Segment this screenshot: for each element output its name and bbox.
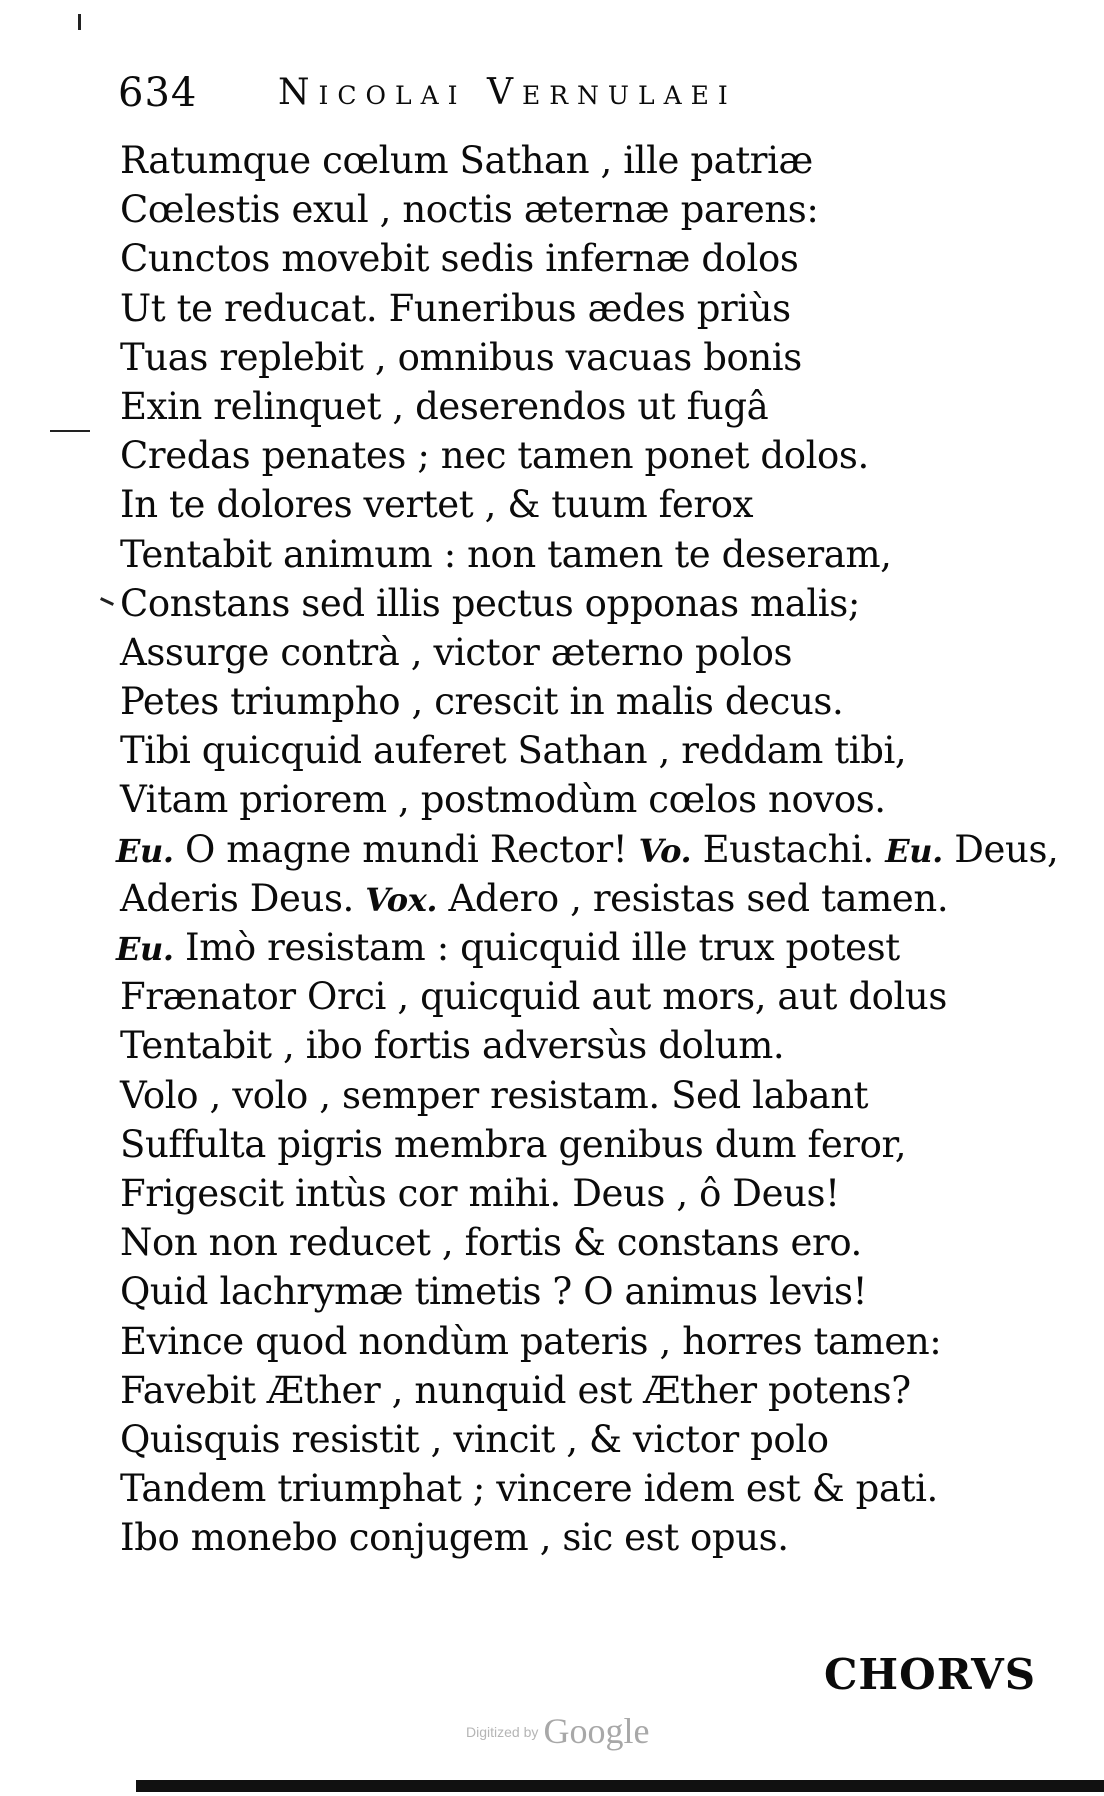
watermark-logo: Google bbox=[543, 1711, 650, 1751]
speaker-label: Vox. bbox=[365, 880, 438, 919]
running-title: Nicolai Vernulaei bbox=[278, 72, 737, 113]
verse-line-dialogue: Aderis Deus. Vox. Adero , resistas sed tamen. bbox=[120, 876, 949, 920]
verse-line: Suffulta pigris membra genibus dum feror, bbox=[120, 1122, 907, 1166]
verse-line: In te dolores vertet , & tuum ferox bbox=[120, 483, 754, 527]
speaker-label: Eu. bbox=[116, 930, 174, 968]
speaker-label: Eu. bbox=[885, 831, 943, 870]
watermark-prefix: Digitized by bbox=[466, 1724, 539, 1740]
catchword: CHORVS bbox=[824, 1650, 1037, 1699]
verse-line: Petes triumpho , crescit in malis decus. bbox=[120, 680, 844, 724]
verse-line: Quisquis resistit , vincit , & victor polo bbox=[120, 1417, 829, 1461]
verse-line: Credas penates ; nec tamen ponet dolos. bbox=[120, 434, 869, 478]
verse-line: Ibo monebo conjugem , sic est opus. bbox=[120, 1516, 789, 1560]
verse-line: Tentabit , ibo fortis adversùs dolum. bbox=[120, 1024, 785, 1068]
speaker-label: Vo. bbox=[638, 831, 692, 870]
verse-line: Tuas replebit , omnibus vacuas bonis bbox=[120, 335, 802, 379]
verse-line: Frænator Orci , quicquid aut mors, aut dolus bbox=[120, 975, 947, 1019]
verse-line: Volo , volo , semper resistam. Sed labant bbox=[120, 1073, 869, 1117]
verse-line: Cœlestis exul , noctis æternæ parens: bbox=[120, 188, 819, 232]
verse-line: Exin relinquet , deserendos ut fugâ bbox=[120, 384, 769, 428]
verse-line: Constans sed illis pectus opponas malis; bbox=[120, 581, 860, 625]
running-head bbox=[118, 70, 898, 130]
margin-speck bbox=[100, 597, 114, 606]
verse-line: Cunctos movebit sedis infernæ dolos bbox=[120, 237, 799, 281]
page-number: 634 bbox=[118, 70, 198, 116]
verse-line: Assurge contrà , victor æterno polos bbox=[120, 630, 793, 674]
verse-line: Tentabit animum : non tamen te deseram, bbox=[120, 532, 892, 576]
verse-line-dialogue: Eu. Imò resistam : quicquid ille trux potest bbox=[116, 926, 900, 969]
verse-line: Evince quod nondùm pateris , horres tamen: bbox=[120, 1319, 942, 1363]
verse-line: Quid lachrymæ timetis ? O animus levis! bbox=[120, 1270, 868, 1314]
margin-speck bbox=[78, 14, 81, 30]
verse-line: Ut te reducat. Funeribus ædes priùs bbox=[120, 286, 791, 330]
verse-line: Vitam priorem , postmodùm cœlos novos. bbox=[120, 778, 886, 822]
verse-line-dialogue: Eu. O magne mundi Rector! Vo. Eustachi. Eu. Deus, bbox=[116, 827, 1059, 871]
margin-speck bbox=[50, 430, 90, 432]
verse-line: Tibi quicquid auferet Sathan , reddam tibi, bbox=[120, 729, 907, 773]
verse-line: Non non reducet , fortis & constans ero. bbox=[120, 1221, 862, 1265]
digitization-watermark bbox=[466, 1710, 649, 1752]
verse-line: Ratumque cœlum Sathan , ille patriæ bbox=[120, 139, 813, 182]
speaker-label: Eu. bbox=[116, 831, 174, 870]
verse-line: Favebit Æther , nunquid est Æther potens? bbox=[120, 1368, 911, 1412]
verse-block bbox=[116, 136, 1059, 1562]
verse-line: Frigescit intùs cor mihi. Deus , ô Deus! bbox=[120, 1171, 840, 1215]
verse-line: Tandem triumphat ; vincere idem est & pati. bbox=[120, 1467, 938, 1511]
scan-edge-rule bbox=[136, 1780, 1104, 1792]
